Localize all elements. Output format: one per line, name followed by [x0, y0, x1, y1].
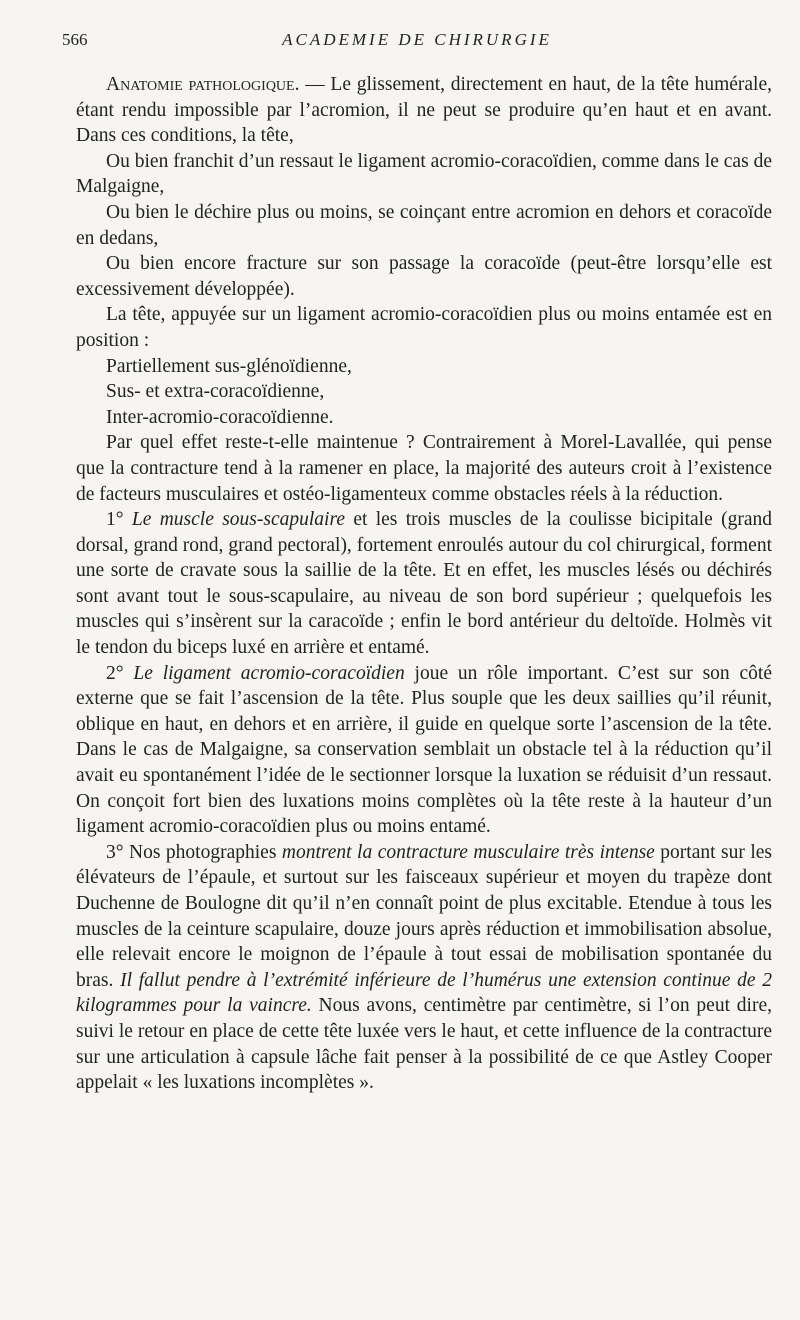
paragraph-text: Nous avons, centimètre par centimètre, si l’on peut dire, suivi le retour en place de cette tête luxée vers le haut, et cette influence de la contracture sur une articulation à capsule lâche fait penser à la possibilité de ce que Astley Cooper appelait « les luxations incomplètes ». — [76, 995, 772, 1094]
paragraph-text: portant sur les élévateurs de l’épaule, et surtout sur les faisceaux supérieur et moyen du trapèze dont Duchenne de Boulogne dit qu’il n’en connaît point de plus excitable. Etendue à tous les muscles de la ceinture scapulaire, douze jours après réduction et immobilisation absolue, elle relevait encore le moignon de l’épaule à tout essai de mobilisation spontanée du bras. — [76, 841, 772, 991]
paragraph-text: et les trois muscles de la coulisse bicipitale (grand dorsal, grand rond, grand pectoral), fortement enroulés autour du col chirurgical, forment une sorte de cravate sous la saillie de la tête. Et en effet, les muscles lésés ou déchirés sont avant tout le sous-scapulaire, au niveau de son bord supérieur ; quelquefois les muscles qui s’insèrent sur la caracoïde ; enfin le bord antérieur du deltoïde. Holmès vit le tendon du biceps luxé en arrière et entamé. — [76, 509, 772, 659]
list-item: Sus- et extra-coracoïdienne, — [106, 381, 325, 403]
paragraph-text: — Le glissement, directement en haut, de la tête humérale, étant rendu impossible par l’acromion, il ne peut se produire qu’en haut et en avant. Dans ces conditions, la tête, — [76, 74, 772, 147]
point-heading: Le ligament acromio-coracoïdien — [133, 662, 405, 684]
paragraph-anatomie — [76, 72, 772, 149]
paragraph: La tête, appuyée sur un ligament acromio-coracoïdien plus ou moins entamée est en position : — [76, 304, 772, 351]
page-number: 566 — [62, 30, 88, 49]
list-item: Partiellement sus-glénoïdienne, — [106, 355, 352, 377]
paragraph: Par quel effet reste-t-elle maintenue ? Contrairement à Morel-Lavallée, qui pense que la contracture tend à la ramener en place, la majorité des auteurs croit à l’existence de facteurs musculaires et ostéo-ligamenteux comme obstacles réels à la réduction. — [76, 432, 772, 505]
list-item: Inter-acromio-coracoïdienne. — [106, 406, 334, 428]
section-lead: Anatomie pathologique. — [106, 74, 300, 95]
point-number: 3° — [106, 841, 130, 863]
paragraph: Ou bien franchit d’un ressaut le ligament acromio-coracoïdien, comme dans le cas de Malgaigne, — [76, 150, 772, 198]
point-heading: Le muscle sous-scapulaire — [131, 509, 345, 531]
paragraph-point-2 — [76, 661, 772, 840]
paragraph-text: joue un rôle important. C’est sur son côté externe que se fait l’ascension de la tête. Plus souple que les deux saillies qu’il réunit, oblique en haut, en dehors et en arrière, il guide en quelque sorte l’ascension de la tête. Dans le cas de Malgaigne, sa conservation semblait un obstacle tel à la réduction qu’il avait eu spontanément l’idée de le sectionner lorsque la luxation se réduisit d’un ressaut. On conçoit fort bien des luxations moins complètes où la tête reste à la hauteur d’un ligament acromio-coracoïdien plus ou moins entamé. — [76, 662, 772, 838]
emphasis-text: Il fallut pendre à l’extrémité inférieure de l’humérus une extension continue de 2 kilogrammes pour la vaincre. — [76, 969, 772, 1017]
body-text — [76, 72, 772, 1096]
emphasis-text: montrent la contracture musculaire très intense — [281, 841, 655, 863]
paragraph: Ou bien encore fracture sur son passage la coracoïde (peut-être lorsqu’elle est excessivement développée). — [76, 253, 772, 300]
page-header — [62, 30, 772, 56]
paragraph: Ou bien le déchire plus ou moins, se coinçant entre acromion en dehors et coracoïde en dedans, — [76, 201, 772, 249]
paragraph-point-1 — [76, 507, 772, 661]
paragraph-text: Nos photographies — [129, 841, 282, 863]
point-number: 1° — [106, 509, 132, 531]
point-number: 2° — [106, 662, 134, 684]
running-title: ACADEMIE DE CHIRURGIE — [282, 30, 552, 49]
paragraph-point-3 — [76, 840, 772, 1096]
